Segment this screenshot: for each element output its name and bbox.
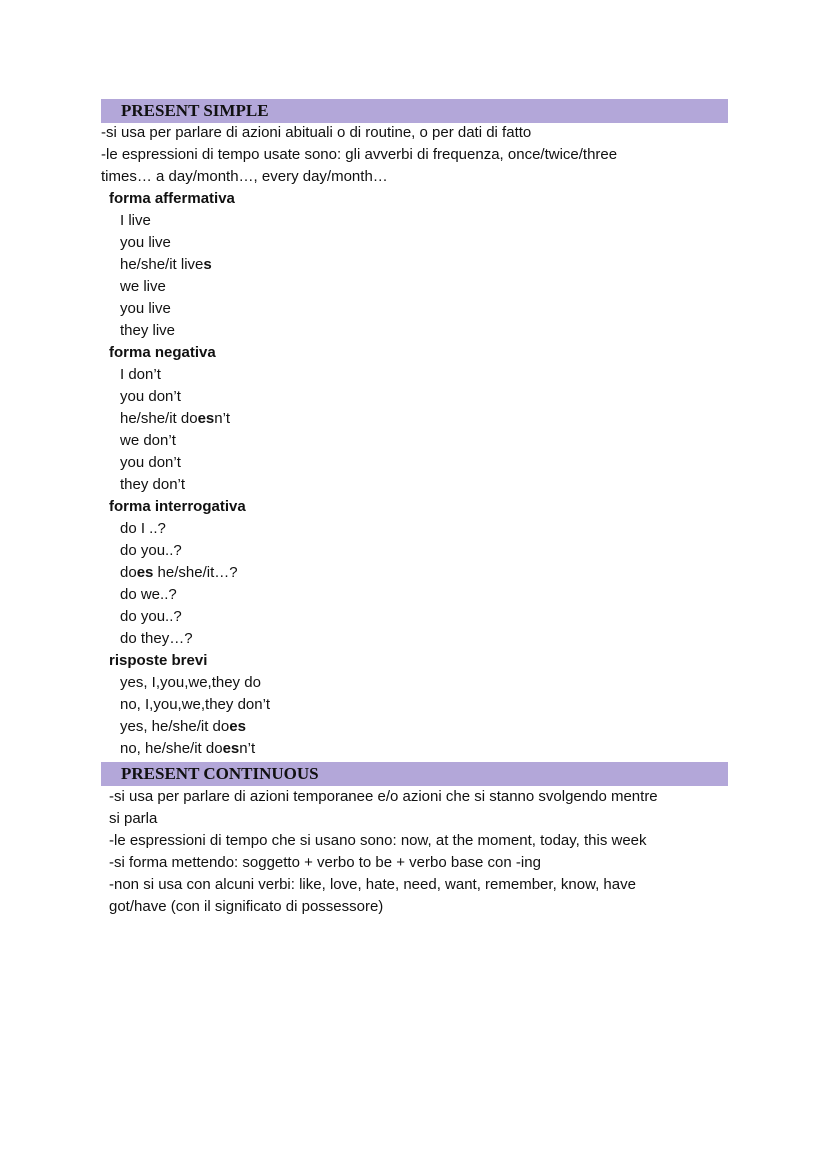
conjugation-line: you live [120,300,171,317]
subheading-affermativa: forma affermativa [109,190,235,207]
subheading-interrogativa: forma interrogativa [109,498,246,515]
conjugation-line: we don’t [120,432,176,449]
ending-highlight: s [203,256,212,273]
section-heading-present-continuous [101,762,728,786]
conjugation-line: do they…? [120,630,193,647]
conjugation-line: do you..? [120,608,182,625]
conjugation-line: they don’t [120,476,186,493]
ending-highlight: es [136,564,154,581]
body-line: -si usa per parlare di azioni temporanee e/o azioni che si stanno svolgendo mentre [109,788,658,805]
answer-text: yes, he/she/it do [120,718,230,735]
conjugation-line: I don’t [120,366,161,383]
answer-text: n’t [239,740,256,757]
conjugation-line: do you..? [120,542,182,559]
conjugation-line: do we..? [120,586,177,603]
intro-line: -si usa per parlare di azioni abituali o di routine, o per dati di fatto [101,124,532,141]
section-title: PRESENT SIMPLE [121,101,269,120]
intro-line: -le espressioni di tempo usate sono: gli avverbi di frequenza, once/twice/three [101,146,618,163]
conjugation-line [120,562,238,584]
conjugation-text: do [120,564,137,581]
answer-line [120,716,246,738]
conjugation-line: do I ..? [120,520,166,537]
body-line: si parla [109,810,158,827]
conjugation-line: I live [120,212,151,229]
conjugation-text: n’t [214,410,231,427]
answer-text: no, he/she/it do [120,740,223,757]
section-heading-present-simple [101,99,728,123]
answer-line: no, I,you,we,they don’t [120,696,271,713]
conjugation-line: you don’t [120,454,181,471]
ending-highlight: es [197,410,215,427]
body-line: -non si usa con alcuni verbi: like, love, hate, need, want, remember, know, have [109,876,636,893]
conjugation-text: he/she/it live [120,256,204,273]
answer-line [120,738,255,760]
subheading-risposte-brevi: risposte brevi [109,652,208,669]
ending-highlight: es [229,718,246,735]
answer-line: yes, I,you,we,they do [120,674,261,691]
conjugation-line: you don’t [120,388,181,405]
conjugation-line [120,254,212,276]
body-line: got/have (con il significato di possessore) [109,898,384,915]
conjugation-text: he/she/it…? [153,564,238,581]
subheading-negativa: forma negativa [109,344,216,361]
intro-line: times… a day/month…, every day/month… [101,168,388,185]
conjugation-text: he/she/it do [120,410,198,427]
body-line: -le espressioni di tempo che si usano sono: now, at the moment, today, this week [109,832,647,849]
ending-highlight: es [222,740,240,757]
section-title: PRESENT CONTINUOUS [121,764,319,783]
body-line: -si forma mettendo: soggetto + verbo to be + verbo base con -ing [109,854,541,871]
conjugation-line: you live [120,234,171,251]
conjugation-line: we live [120,278,166,295]
conjugation-line [120,408,230,430]
conjugation-line: they live [120,322,176,339]
